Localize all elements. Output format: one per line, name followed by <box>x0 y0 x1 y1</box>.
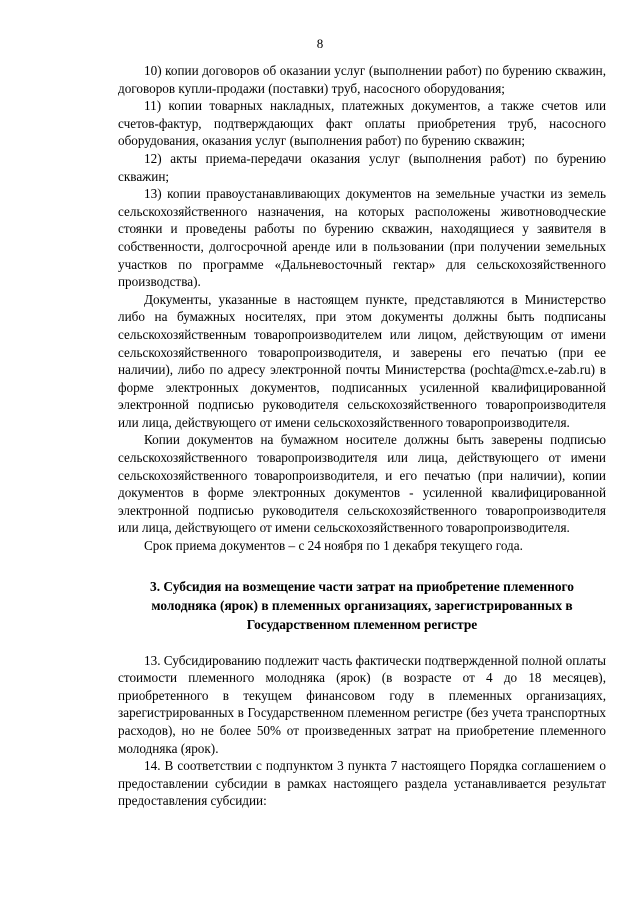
clause-13: 13. Субсидированию подлежит часть фактически подтвержденной полной оплаты стоимости племенного молодняка (ярок) (в возрасте от 4 до 18 месяцев), приобретенного в текущем финансовом году в племенных организациях, зарегистрированных в Государственном племенном регистре (без учета транспортных расходов), но не более 50% от произведенных затрат на приобретение племенного молодняка (ярок). <box>118 652 606 756</box>
deadline-paragraph: Срок приема документов – с 24 ноября по 1 декабря текущего года. <box>144 538 523 554</box>
submission-paragraph: Документы, указанные в настоящем пункте, представляются в Министерство либо на бумажных носителях, при этом документы должны быть подписаны сельскохозяйственным товаропроизводителем или лицом, действующим от имени сельскохозяйственного товаропроизводителя, и заверены его печатью (при ее наличии), либо по адресу электронной почты Министерства (pochta@mcx.e-zab.ru) в форме электронных документов, подписанных усиленной квалифицированной электронной подписью руководителя сельскохозяйственного товаропроизводителя или лица, действующего от имени сельскохозяйственного товаропроизводителя. <box>118 291 606 430</box>
list-item-11: 11) копии товарных накладных, платежных документов, а также счетов или счетов-фактур, подтверждающих факт оплаты приобретения труб, насосного оборудования, оказания услуг (выполнения работ) по бурению скважин; <box>118 98 606 149</box>
clause-14: 14. В соответствии с подпунктом 3 пункта 7 настоящего Порядка соглашением о предоставлении субсидии в рамках настоящего раздела устанавливается результат предоставления субсидии: <box>118 758 606 809</box>
list-item-12: 12) акты приема-передачи оказания услуг (выполнения работ) по бурению скважин; <box>118 150 606 184</box>
page-body <box>118 62 606 810</box>
page-number: 8 <box>316 36 324 51</box>
list-item-10: 10) копии договоров об оказании услуг (выполнении работ) по бурению скважин, договоров купли-продажи (поставки) труб, насосного оборудования; <box>118 63 606 96</box>
section-heading: 3. Субсидия на возмещение части затрат на приобретение племенного молодняка (ярок) в племенных организациях, зарегистрированных в Государственном племенном регистре <box>150 578 574 632</box>
list-item-13: 13) копии правоустанавливающих документов на земельные участки из земель сельскохозяйственного назначения, на которых расположены животноводческие стоянки и проведены работы по бурению скважин, находящиеся у заявителя в собственности, долгосрочной аренде или в пользовании (при получении земельных участков по программе «Дальневосточный гектар» для сельскохозяйственного производства). <box>118 186 606 290</box>
section-spacer-top <box>118 555 606 577</box>
certification-paragraph: Копии документов на бумажном носителе должны быть заверены подписью сельскохозяйственного товаропроизводителя или лица, действующего от имени сельскохозяйственного товаропроизводителя, и его печатью (при наличии), копии документов в форме электронных документов - усиленной квалифицированной электронной подписью руководителя сельскохозяйственного товаропроизводителя или лица, действующего от имени сельскохозяйственного товаропроизводителя. <box>118 432 606 536</box>
section-spacer-bottom <box>118 634 606 652</box>
